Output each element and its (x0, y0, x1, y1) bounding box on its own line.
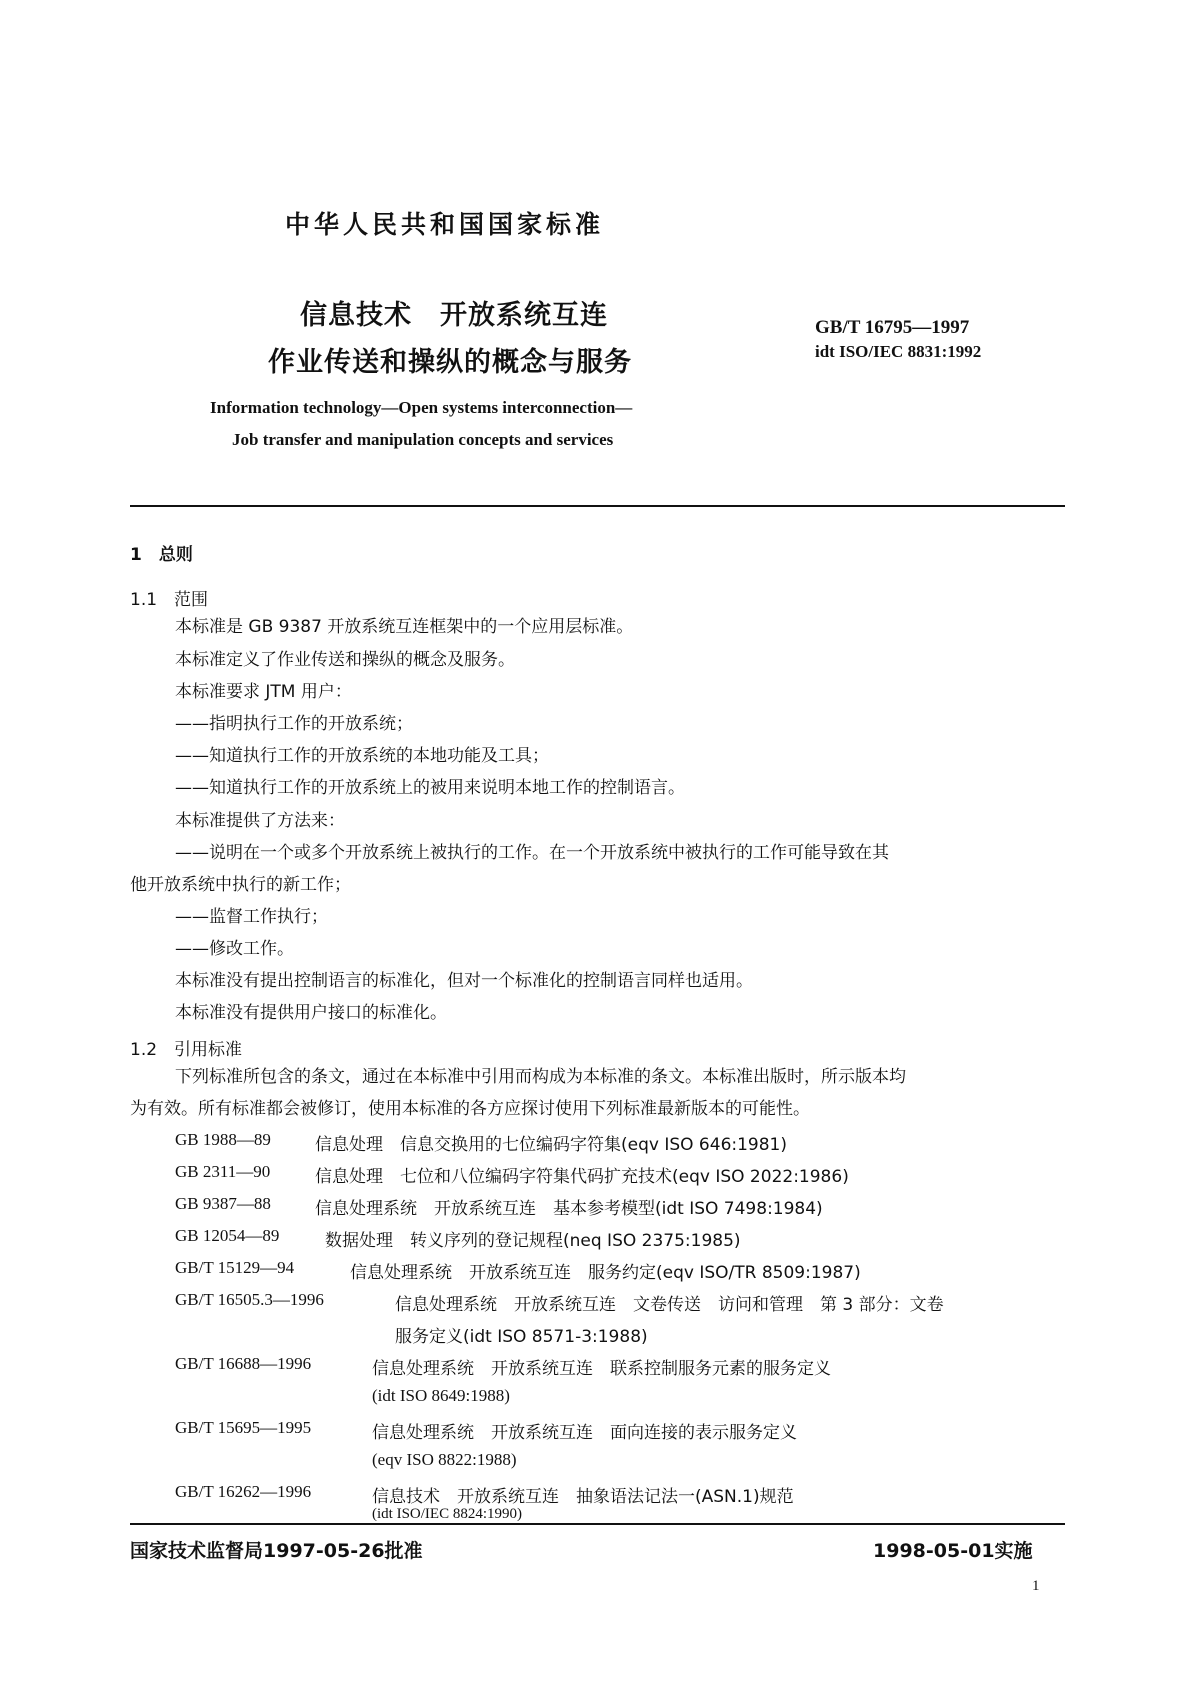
reference-code: GB/T 16505.3—1996 (175, 1290, 324, 1309)
reference-code: GB/T 16262—1996 (175, 1482, 312, 1501)
reference-code: GB 9387—88 (175, 1194, 271, 1213)
reference-code: GB/T 15695—1995 (175, 1418, 312, 1437)
scope-list-item: ——修改工作。 (175, 939, 294, 959)
identical-standard-code: idt ISO/IEC 8831:1992 (815, 342, 982, 361)
reference-code: GB 2311—90 (175, 1162, 271, 1181)
scope-list-item: ——监督工作执行； (175, 907, 328, 927)
scope-paragraph: 本标准提供了方法来： (175, 811, 345, 831)
document-title-line-2: 作业传送和操纵的概念与服务 (268, 347, 632, 378)
scope-list-item: ——知道执行工作的开放系统上的被用来说明本地工作的控制语言。 (175, 778, 685, 798)
reference-description: 信息处理系统 开放系统互连 联系控制服务元素的服务定义 (372, 1359, 831, 1379)
reference-code: GB/T 15129—94 (175, 1258, 295, 1277)
reference-description: 数据处理 转义序列的登记规程(neq ISO 2375:1985) (325, 1231, 741, 1251)
subsection-heading-references: 1.2 引用标准 (130, 1040, 243, 1060)
reference-description-continuation: (eqv ISO 8822:1988) (372, 1450, 517, 1469)
reference-description: 信息处理 七位和八位编码字符集代码扩充技术(eqv ISO 2022:1986) (315, 1167, 849, 1187)
page-number: 1 (1032, 1578, 1040, 1594)
scope-paragraph: 本标准没有提出控制语言的标准化，但对一个标准化的控制语言同样也适用。 (175, 971, 753, 991)
scope-paragraph: 本标准是 GB 9387 开放系统互连框架中的一个应用层标准。 (175, 617, 634, 637)
scope-list-item: ——指明执行工作的开放系统； (175, 714, 413, 734)
reference-description-continuation: (idt ISO/IEC 8824:1990) (372, 1506, 522, 1522)
english-title-line-1: Information technology—Open systems interconnection— (210, 398, 633, 417)
scope-paragraph: 本标准要求 JTM 用户： (175, 682, 352, 702)
scope-list-item: ——说明在一个或多个开放系统上被执行的工作。在一个开放系统中被执行的工作可能导致在其 (175, 843, 889, 863)
approval-date: 国家技术监督局1997-05-26批准 (130, 1540, 423, 1562)
reference-description: 信息处理系统 开放系统互连 面向连接的表示服务定义 (372, 1423, 797, 1443)
header-divider (130, 505, 1065, 507)
reference-code: GB 1988—89 (175, 1130, 271, 1149)
reference-description: 信息处理系统 开放系统互连 服务约定(eqv ISO/TR 8509:1987) (350, 1263, 861, 1283)
reference-code: GB/T 16688—1996 (175, 1354, 312, 1373)
reference-description: 信息处理系统 开放系统互连 文卷传送 访问和管理 第 3 部分：文卷 (395, 1295, 944, 1315)
references-intro-continuation: 为有效。所有标准都会被修订，使用本标准的各方应探讨使用下列标准最新版本的可能性。 (130, 1099, 810, 1119)
scope-paragraph: 本标准定义了作业传送和操纵的概念及服务。 (175, 650, 515, 670)
scope-list-item: ——知道执行工作的开放系统的本地功能及工具； (175, 746, 549, 766)
scope-paragraph: 本标准没有提供用户接口的标准化。 (175, 1003, 447, 1023)
reference-description: 信息处理系统 开放系统互连 基本参考模型(idt ISO 7498:1984) (315, 1199, 823, 1219)
standard-code: GB/T 16795—1997 (815, 317, 970, 338)
reference-description-continuation: 服务定义(idt ISO 8571-3:1988) (395, 1327, 648, 1347)
section-heading: 1 总则 (130, 545, 193, 565)
footer-divider (130, 1523, 1065, 1525)
subsection-heading-scope: 1.1 范围 (130, 590, 209, 610)
references-intro: 下列标准所包含的条文，通过在本标准中引用而构成为本标准的条文。本标准出版时，所示版本均 (175, 1067, 906, 1087)
document-title-line-1: 信息技术 开放系统互连 (300, 300, 608, 331)
english-title-line-2: Job transfer and manipulation concepts and services (232, 430, 614, 449)
reference-code: GB 12054—89 (175, 1226, 280, 1245)
national-standard-title: 中华人民共和国国家标准 (285, 210, 605, 239)
effective-date: 1998-05-01实施 (873, 1540, 1033, 1562)
reference-description: 信息处理 信息交换用的七位编码字符集(eqv ISO 646:1981) (315, 1135, 788, 1155)
scope-list-item-continuation: 他开放系统中执行的新工作； (130, 875, 351, 895)
reference-description-continuation: (idt ISO 8649:1988) (372, 1386, 510, 1405)
reference-description: 信息技术 开放系统互连 抽象语法记法一(ASN.1)规范 (372, 1487, 794, 1507)
